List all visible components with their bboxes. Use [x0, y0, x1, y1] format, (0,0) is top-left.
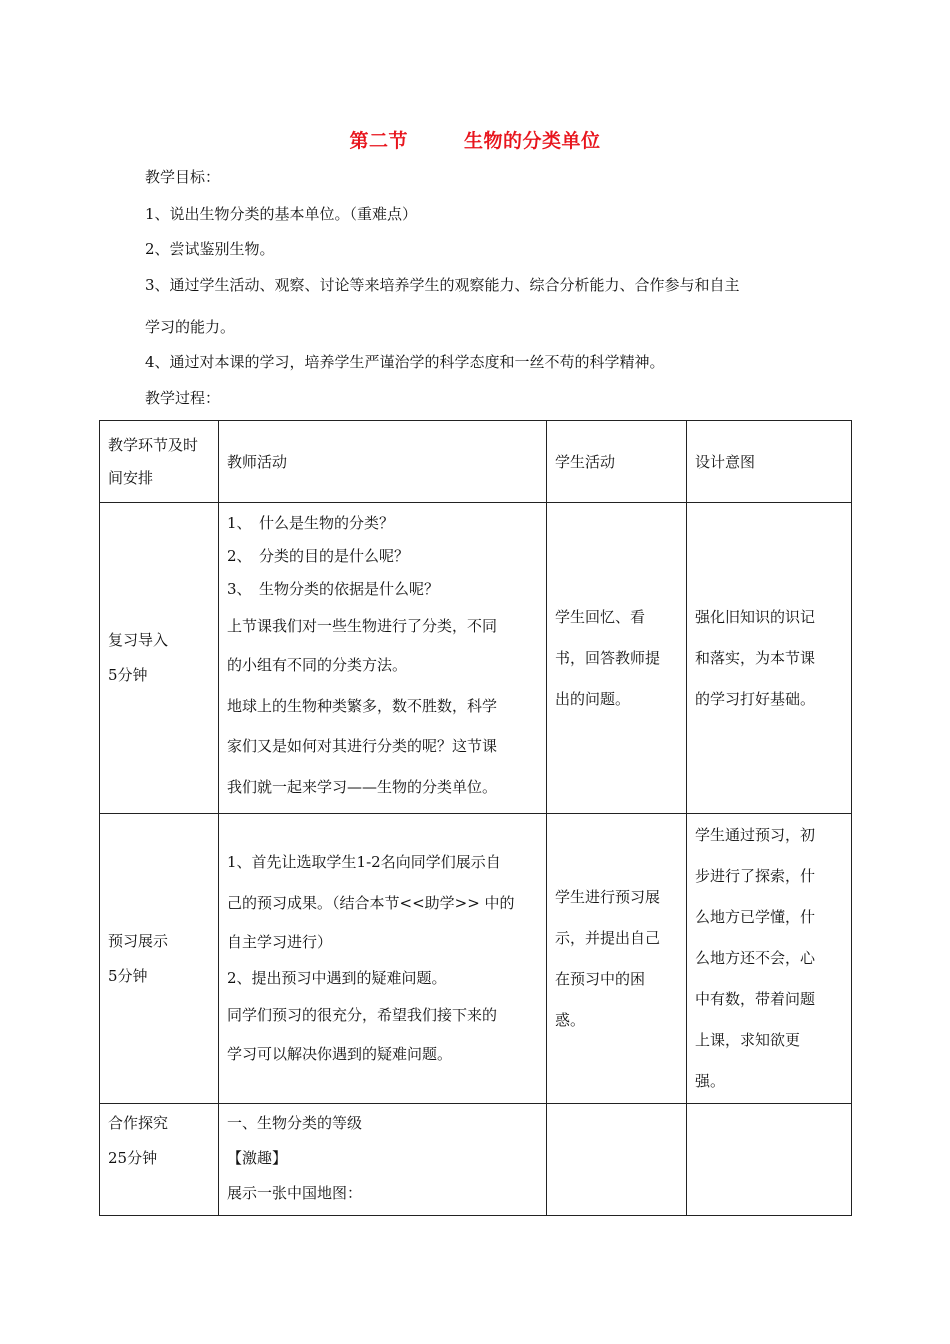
teacher-cell: 1、 什么是生物的分类？ 2、 分类的目的是什么呢？ 3、 生物分类的依据是什么呢？ 上节课我们对一些生物进行了分类，不同 的小组有不同的分类方法。 地球上的生物种类繁多，数不胜数，科学 家们又是如何对其进行分类的呢？这节课 我们就一起来学习——生物的分类单位。 — [219, 503, 547, 814]
objective-1: 1、说出生物分类的基本单位。（重难点） — [145, 205, 418, 223]
objective-2: 2、尝试鉴别生物。 — [145, 240, 275, 258]
teacher-cell: 1、首先让选取学生1-2名向同学们展示自 己的预习成果。（结合本节<<助学>> 中的 自主学习进行） 2、提出预习中遇到的疑难问题。 同学们预习的很充分，希望我们接下来的 学习可以解决你遇到的疑难问题。 — [219, 814, 547, 1104]
student-cell: 学生回忆、看 书，回答教师提 出的问题。 — [547, 503, 687, 814]
objective-3: 3、通过学生活动、观察、讨论等来培养学生的观察能力、综合分析能力、合作参与和自主 — [145, 276, 740, 294]
title-section: 第二节 — [349, 130, 408, 152]
title-name: 生物的分类单位 — [464, 130, 601, 152]
student-cell: 学生进行预习展 示，并提出自己 在预习中的困 惑。 — [547, 814, 687, 1104]
lesson-plan-table — [99, 420, 852, 1216]
table-row — [100, 503, 852, 814]
header-intent: 设计意图 — [687, 421, 852, 503]
intent-cell: 强化旧知识的识记 和落实，为本节课 的学习打好基础。 — [687, 503, 852, 814]
process-heading: 教学过程： — [145, 389, 221, 407]
stage-cell: 预习展示 5分钟 — [100, 814, 219, 1104]
stage-cell: 复习导入 5分钟 — [100, 503, 219, 814]
page-title — [0, 126, 950, 153]
header-teacher: 教师活动 — [219, 421, 547, 503]
stage-cell: 合作探究 25分钟 — [100, 1104, 219, 1216]
intent-cell — [687, 1104, 852, 1216]
header-student: 学生活动 — [547, 421, 687, 503]
student-cell — [547, 1104, 687, 1216]
teacher-cell: 一、生物分类的等级 【激趣】 展示一张中国地图： — [219, 1104, 547, 1216]
objective-4: 4、通过对本课的学习，培养学生严谨治学的科学态度和一丝不苟的科学精神。 — [145, 353, 665, 371]
table-row — [100, 814, 852, 1104]
objective-3-cont: 学习的能力。 — [145, 318, 236, 336]
header-stage: 教学环节及时 间安排 — [100, 421, 219, 503]
intent-cell: 学生通过预习，初 步进行了探索，什 么地方已学懂，什 么地方还不会，心 中有数，带着问题 上课，求知欲更 强。 — [687, 814, 852, 1104]
table-row — [100, 1104, 852, 1216]
objectives-heading: 教学目标： — [145, 168, 221, 186]
table-header-row — [100, 421, 852, 503]
